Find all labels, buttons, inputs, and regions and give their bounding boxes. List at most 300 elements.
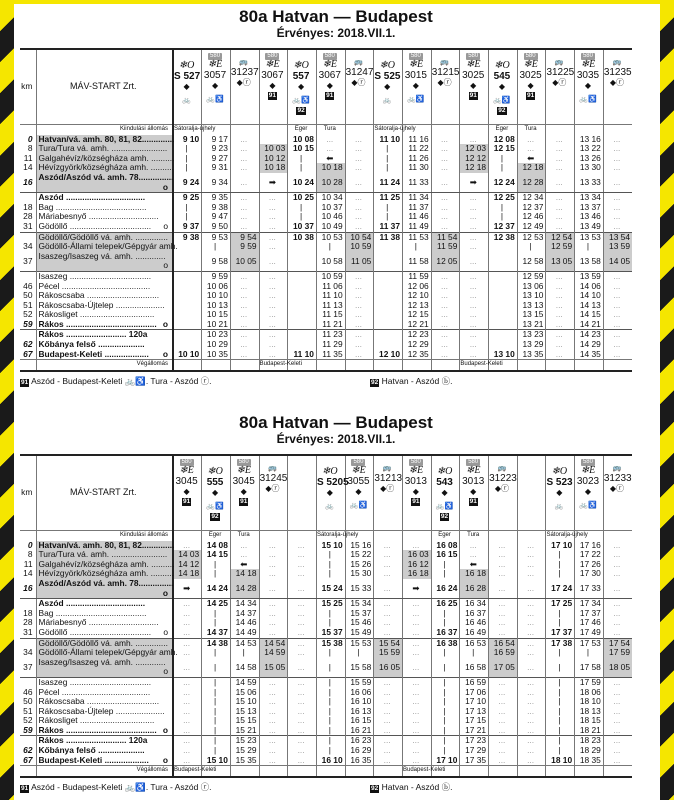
departure-time: 18 13 xyxy=(575,707,604,717)
departure-time: 11 13 xyxy=(316,301,345,311)
bicycle-icon: 🚲 xyxy=(325,503,335,510)
km-value: 8 xyxy=(27,549,33,560)
origin-station: Tura xyxy=(460,531,489,541)
connection-circle-icon: o xyxy=(163,260,168,271)
direction-diamond-icon: ◆ xyxy=(211,81,219,90)
train-number: 3045 xyxy=(232,476,255,487)
train-class: ❄E xyxy=(179,465,194,476)
departure-time: 17 37 xyxy=(575,609,604,619)
departure-time: 13 29 xyxy=(517,340,546,350)
departure-time: | xyxy=(173,154,202,164)
departure-time: ... xyxy=(345,173,374,193)
departure-time: 16 21 xyxy=(345,726,374,736)
departure-time: 15 10 xyxy=(230,697,259,707)
departure-time: | xyxy=(460,648,489,658)
km-value: 0 xyxy=(27,133,33,144)
departure-time: ... xyxy=(603,618,632,628)
departure-time: 14 13 xyxy=(575,301,604,311)
departure-time: 14 03 xyxy=(173,550,202,560)
departure-time: 17 25 xyxy=(546,599,575,609)
departure-time: ... xyxy=(431,282,460,292)
departure-time: | xyxy=(316,716,345,726)
train-column-header[interactable] xyxy=(460,455,489,531)
train-column-header[interactable] xyxy=(489,49,518,125)
departure-time: 10 46 xyxy=(316,212,345,222)
destination-station xyxy=(546,766,575,777)
origin-station: Eger xyxy=(288,125,317,135)
bicycle-icon: 🚲 xyxy=(382,97,392,104)
train-column-header[interactable] xyxy=(575,49,604,125)
departure-time: 10 12 xyxy=(259,154,288,164)
category-badge: 580 xyxy=(582,53,593,59)
departure-time: ... xyxy=(288,628,317,638)
bus-icon: 🚌 xyxy=(554,59,564,66)
departure-time: ... xyxy=(489,707,518,717)
departure-time: 9 27 xyxy=(202,154,231,164)
departure-time: ... xyxy=(288,648,317,658)
category-badge: 580 xyxy=(324,53,335,59)
departure-time xyxy=(173,291,202,301)
train-column-header[interactable] xyxy=(259,49,288,125)
footnote-text: Hatvan - Aszód ⓑ. xyxy=(381,781,453,792)
departure-time: ... xyxy=(288,688,317,698)
departure-time: 10 15 xyxy=(288,144,317,154)
train-number: 557 xyxy=(292,71,310,82)
destination-station: Budapest-Keleti xyxy=(173,766,202,777)
departure-time xyxy=(374,282,403,292)
departure-time: ... xyxy=(374,677,403,687)
departure-time: 17 59 xyxy=(603,648,632,658)
departure-time: 16 49 xyxy=(460,628,489,638)
departure-time: 17 30 xyxy=(575,569,604,579)
train-column-header[interactable] xyxy=(575,455,604,531)
train-column-header[interactable] xyxy=(489,455,518,531)
departure-time: | xyxy=(316,550,345,560)
train-column-header[interactable] xyxy=(603,455,632,531)
connection-circle-icon: o xyxy=(163,626,168,637)
departure-time: ... xyxy=(489,569,518,579)
station-row xyxy=(20,658,632,678)
bicycle-icon: 🚲♿ xyxy=(579,502,597,509)
train-column-header[interactable] xyxy=(202,455,231,531)
train-class: ❄E xyxy=(580,465,596,476)
departure-time: ... xyxy=(288,697,317,707)
direction-diamond-icon: ◆ xyxy=(384,82,391,91)
departure-time: | xyxy=(431,618,460,628)
train-column-header[interactable] xyxy=(603,49,632,125)
station-name[interactable] xyxy=(36,350,173,360)
departure-time: ... xyxy=(403,618,432,628)
departure-time: ... xyxy=(431,154,460,164)
origin-station: Tura xyxy=(230,531,259,541)
station-row xyxy=(20,350,632,360)
train-number: S 5205 xyxy=(316,477,349,488)
departure-time: | xyxy=(202,716,231,726)
km-value: 14 xyxy=(23,162,33,173)
departure-time: ... xyxy=(546,282,575,292)
departure-time: ... xyxy=(374,609,403,619)
train-column-header[interactable] xyxy=(288,49,317,125)
departure-time: | xyxy=(517,242,546,252)
direction-diamond-icon: ◆ xyxy=(498,82,505,91)
train-column-header[interactable] xyxy=(316,49,345,125)
departure-time: ... xyxy=(259,541,288,551)
departure-time: ... xyxy=(230,135,259,145)
departure-time: ... xyxy=(288,599,317,609)
station-label: Pécel ...................................... xyxy=(38,686,151,697)
departure-time: 12 15 xyxy=(489,144,518,154)
destination-station xyxy=(403,360,432,371)
departure-time: ... xyxy=(517,756,546,766)
departure-time: | xyxy=(173,163,202,173)
departure-time: ... xyxy=(489,541,518,551)
departure-time: 17 38 xyxy=(546,638,575,648)
train-class: ❄E xyxy=(465,59,481,70)
departure-time: 10 38 xyxy=(288,232,317,242)
station-name[interactable] xyxy=(36,173,173,193)
train-column-header[interactable] xyxy=(431,455,460,531)
direction-diamond-icon: ◆ⓡ xyxy=(351,78,366,87)
station-name[interactable] xyxy=(36,252,173,272)
departure-time: | xyxy=(546,716,575,726)
departure-time: | xyxy=(489,203,518,213)
direction-diamond-icon: ◆ xyxy=(183,487,190,496)
departure-time: ... xyxy=(403,736,432,746)
departure-time: ... xyxy=(230,173,259,193)
train-column-header[interactable] xyxy=(345,49,374,125)
departure-time: 14 37 xyxy=(230,609,259,619)
train-column-header[interactable] xyxy=(288,455,317,531)
departure-time: ➡ xyxy=(403,579,432,599)
station-name[interactable] xyxy=(36,726,173,736)
destination-station xyxy=(288,766,317,777)
departure-time: | xyxy=(202,609,231,619)
train-column-header[interactable] xyxy=(546,49,575,125)
departure-time: ... xyxy=(603,579,632,599)
operator-header: MÁV-START Zrt. xyxy=(36,455,173,531)
train-class: ❄O xyxy=(494,60,510,71)
departure-time: | xyxy=(288,212,317,222)
departure-time: 16 10 xyxy=(316,756,345,766)
departure-time: | xyxy=(431,736,460,746)
departure-time: ... xyxy=(517,638,546,648)
footnote-mark: 91 xyxy=(469,498,477,505)
destination-station xyxy=(345,360,374,371)
departure-time: 15 54 xyxy=(374,638,403,648)
departure-time: ... xyxy=(173,599,202,609)
train-class: ❄E xyxy=(351,465,366,476)
departure-time: ... xyxy=(603,350,632,360)
train-number: 3067 xyxy=(318,70,341,81)
origin-station: Sátoralja-újhely xyxy=(173,125,202,135)
km-value: 51 xyxy=(23,705,33,716)
station-name[interactable] xyxy=(36,658,173,678)
departure-time: 12 24 xyxy=(489,173,518,193)
departure-time: 14 53 xyxy=(230,638,259,648)
departure-time: 18 15 xyxy=(575,716,604,726)
departure-time: 12 13 xyxy=(403,301,432,311)
departure-time: 12 06 xyxy=(403,282,432,292)
connection-circle-icon: o xyxy=(162,318,168,329)
departure-time: | xyxy=(316,242,345,252)
departure-time: 17 24 xyxy=(546,579,575,599)
departure-time xyxy=(374,301,403,311)
departure-time: ... xyxy=(259,320,288,330)
departure-time: ... xyxy=(230,541,259,551)
departure-time: ... xyxy=(403,638,432,648)
departure-time: ... xyxy=(230,144,259,154)
station-label: Hévízgyörk/községháza amh. .......... xyxy=(38,568,174,579)
departure-time: 16 59 xyxy=(460,677,489,687)
departure-time: | xyxy=(316,648,345,658)
train-class: ❄E xyxy=(236,465,251,476)
departure-time: 9 54 xyxy=(230,232,259,242)
departure-time: ... xyxy=(603,736,632,746)
footnote-text: Aszód - Budapest-Keleti 🚲♿. Tura - Aszód ⓡ. xyxy=(31,781,212,792)
departure-time xyxy=(288,271,317,281)
departure-time: 11 25 xyxy=(374,193,403,203)
departure-time: ... xyxy=(230,154,259,164)
departure-time: 17 05 xyxy=(489,658,518,678)
departure-time: 9 50 xyxy=(202,222,231,232)
departure-time: 13 30 xyxy=(575,163,604,173)
departure-time: 12 03 xyxy=(460,144,489,154)
departure-time: ... xyxy=(259,271,288,281)
departure-time: | xyxy=(202,707,231,717)
departure-time: ... xyxy=(230,301,259,311)
departure-time: 11 21 xyxy=(316,320,345,330)
train-number: 31233 xyxy=(603,473,632,484)
departure-time: 12 08 xyxy=(489,135,518,145)
departure-time: 13 49 xyxy=(575,222,604,232)
departure-time: 11 35 xyxy=(316,350,345,360)
departure-time: 14 37 xyxy=(202,628,231,638)
station-label: Tura/Tura vá. amh. ........................ xyxy=(38,549,168,560)
station-label: Gödöllő-Állami telepek/Gépgyár amh. xyxy=(38,647,178,658)
station-label: Rákoscsaba-Újtelep ..................... xyxy=(38,705,165,716)
operator-header: MÁV-START Zrt. xyxy=(36,49,173,125)
train-number: 3013 xyxy=(462,476,485,487)
departure-time: 11 05 xyxy=(345,252,374,272)
departure-time: 12 38 xyxy=(489,232,518,242)
origin-station: Sátoralja-újhely xyxy=(546,531,575,541)
km-value: 16 xyxy=(20,579,36,599)
departure-time: ... xyxy=(603,154,632,164)
departure-time: 14 25 xyxy=(202,599,231,609)
departure-time: ... xyxy=(603,271,632,281)
departure-time xyxy=(374,330,403,340)
departure-time: | xyxy=(374,144,403,154)
direction-diamond-icon: ◆ xyxy=(441,488,448,497)
destination-station xyxy=(603,360,632,371)
departure-time: | xyxy=(431,569,460,579)
departure-time: ... xyxy=(403,677,432,687)
departure-time: ... xyxy=(603,726,632,736)
station-name[interactable] xyxy=(36,579,173,599)
train-number: S 525 xyxy=(374,71,401,82)
train-column-header[interactable] xyxy=(259,455,288,531)
departure-time: 15 24 xyxy=(316,579,345,599)
destination-station: Budapest-Keleti xyxy=(403,766,432,777)
departure-time: ... xyxy=(603,756,632,766)
departure-time: 17 35 xyxy=(460,756,489,766)
departure-time: ... xyxy=(259,609,288,619)
departure-time: 12 37 xyxy=(517,203,546,213)
departure-time: ... xyxy=(374,726,403,736)
departure-time: | xyxy=(202,736,231,746)
departure-time: ... xyxy=(374,756,403,766)
train-number: 31213 xyxy=(374,473,403,484)
station-label: Budapest-Keleti ................... xyxy=(38,754,149,765)
departure-time: 15 15 xyxy=(230,716,259,726)
departure-time: ... xyxy=(489,618,518,628)
connection-circle-icon: o xyxy=(162,587,168,598)
km-value: 0 xyxy=(27,539,33,550)
departure-time: 16 12 xyxy=(403,560,432,570)
departure-time: 10 15 xyxy=(202,310,231,320)
departure-time: ... xyxy=(489,726,518,736)
departure-time: 16 46 xyxy=(460,618,489,628)
departure-time: | xyxy=(431,707,460,717)
departure-time: ⬅ xyxy=(230,560,259,570)
station-name[interactable] xyxy=(36,756,173,766)
departure-time: ... xyxy=(603,609,632,619)
departure-time: ... xyxy=(489,716,518,726)
departure-time: 9 35 xyxy=(202,193,231,203)
departure-time: 15 22 xyxy=(345,550,374,560)
departure-time: ... xyxy=(288,677,317,687)
departure-time: ... xyxy=(489,609,518,619)
departure-time: ... xyxy=(259,697,288,707)
departure-time: 14 49 xyxy=(230,628,259,638)
departure-time: ➡ xyxy=(259,173,288,193)
departure-time: 15 37 xyxy=(316,628,345,638)
departure-time: ... xyxy=(603,330,632,340)
station-name[interactable] xyxy=(36,222,173,232)
station-label: Máriabesnyő .............................. xyxy=(38,617,159,628)
departure-time: ... xyxy=(230,163,259,173)
departure-time: ... xyxy=(259,222,288,232)
bicycle-icon: 🚲♿ xyxy=(407,96,425,103)
departure-time: 11 46 xyxy=(403,212,432,222)
train-number: 31245 xyxy=(259,473,288,484)
train-column-header[interactable] xyxy=(403,455,432,531)
direction-diamond-icon: ◆ xyxy=(412,81,419,90)
departure-time: 10 29 xyxy=(202,340,231,350)
footnote-mark: 91 xyxy=(21,378,29,386)
train-column-header[interactable] xyxy=(517,49,546,125)
departure-time: | xyxy=(546,569,575,579)
category-badge: 580 xyxy=(210,53,221,59)
departure-time: ... xyxy=(259,301,288,311)
destination-label: Végállomás xyxy=(36,766,173,777)
train-column-header[interactable] xyxy=(431,49,460,125)
departure-time: ... xyxy=(230,212,259,222)
departure-time: ... xyxy=(288,736,317,746)
departure-time: 17 53 xyxy=(575,638,604,648)
departure-time: 13 23 xyxy=(517,330,546,340)
departure-time: ... xyxy=(431,291,460,301)
departure-time: ... xyxy=(259,628,288,638)
departure-time: ... xyxy=(173,726,202,736)
departure-time: | xyxy=(288,163,317,173)
destination-station xyxy=(575,360,604,371)
departure-time: ... xyxy=(603,697,632,707)
train-column-header[interactable] xyxy=(460,49,489,125)
km-value: 16 xyxy=(20,173,36,193)
departure-time: 14 58 xyxy=(230,658,259,678)
station-label: Rákoscsaba ............................... xyxy=(38,696,160,707)
train-column-header[interactable] xyxy=(345,455,374,531)
departure-time: 12 29 xyxy=(403,340,432,350)
departure-time: | xyxy=(489,212,518,222)
station-name[interactable] xyxy=(36,320,173,330)
departure-time: ... xyxy=(259,677,288,687)
departure-time: | xyxy=(546,609,575,619)
departure-time: 16 59 xyxy=(489,648,518,658)
train-header-row xyxy=(20,455,632,531)
departure-time: 17 37 xyxy=(546,628,575,638)
departure-time xyxy=(489,301,518,311)
train-column-header[interactable] xyxy=(374,49,403,125)
hazard-stripe-left xyxy=(0,0,14,800)
departure-time: ... xyxy=(546,330,575,340)
train-number: 31223 xyxy=(489,473,517,484)
direction-diamond-icon: ◆ⓡ xyxy=(236,78,251,87)
departure-time: 17 49 xyxy=(575,628,604,638)
km-value: 28 xyxy=(23,211,33,222)
station-name[interactable] xyxy=(36,628,173,638)
destination-station xyxy=(202,360,231,371)
departure-time: ... xyxy=(460,320,489,330)
connection-circle-icon: o xyxy=(162,348,168,359)
departure-time: ⬅ xyxy=(460,560,489,570)
footnotes xyxy=(20,375,652,387)
departure-time: 15 59 xyxy=(374,648,403,658)
departure-time: 13 13 xyxy=(517,301,546,311)
origin-station: Tura xyxy=(316,125,345,135)
departure-time: 14 28 xyxy=(230,579,259,599)
train-column-header[interactable] xyxy=(173,49,202,125)
departure-time: 11 10 xyxy=(374,135,403,145)
train-column-header[interactable] xyxy=(202,49,231,125)
departure-time: ... xyxy=(460,203,489,213)
train-column-header[interactable] xyxy=(517,455,546,531)
train-column-header[interactable] xyxy=(403,49,432,125)
category-badge: 580 xyxy=(410,459,421,465)
station-row xyxy=(20,222,632,232)
departure-time: ... xyxy=(403,726,432,736)
train-column-header[interactable] xyxy=(173,455,202,531)
train-column-header[interactable] xyxy=(546,455,575,531)
departure-time: ... xyxy=(460,212,489,222)
train-column-header[interactable] xyxy=(316,455,349,531)
departure-time: 16 10 xyxy=(345,697,374,707)
train-class: ❄O xyxy=(207,466,223,477)
departure-time: 14 38 xyxy=(202,638,231,648)
departure-time: 11 06 xyxy=(316,282,345,292)
station-row xyxy=(20,726,632,736)
train-column-header[interactable] xyxy=(374,455,403,531)
train-column-header[interactable] xyxy=(230,49,259,125)
departure-time: 16 38 xyxy=(431,638,460,648)
departure-time: | xyxy=(489,154,518,164)
station-label: Isaszeg/Isaszeg vá. amh. ............. xyxy=(38,656,166,667)
departure-time: 14 59 xyxy=(230,677,259,687)
departure-time xyxy=(374,310,403,320)
departure-time: 15 58 xyxy=(345,658,374,678)
train-column-header[interactable] xyxy=(230,455,259,531)
